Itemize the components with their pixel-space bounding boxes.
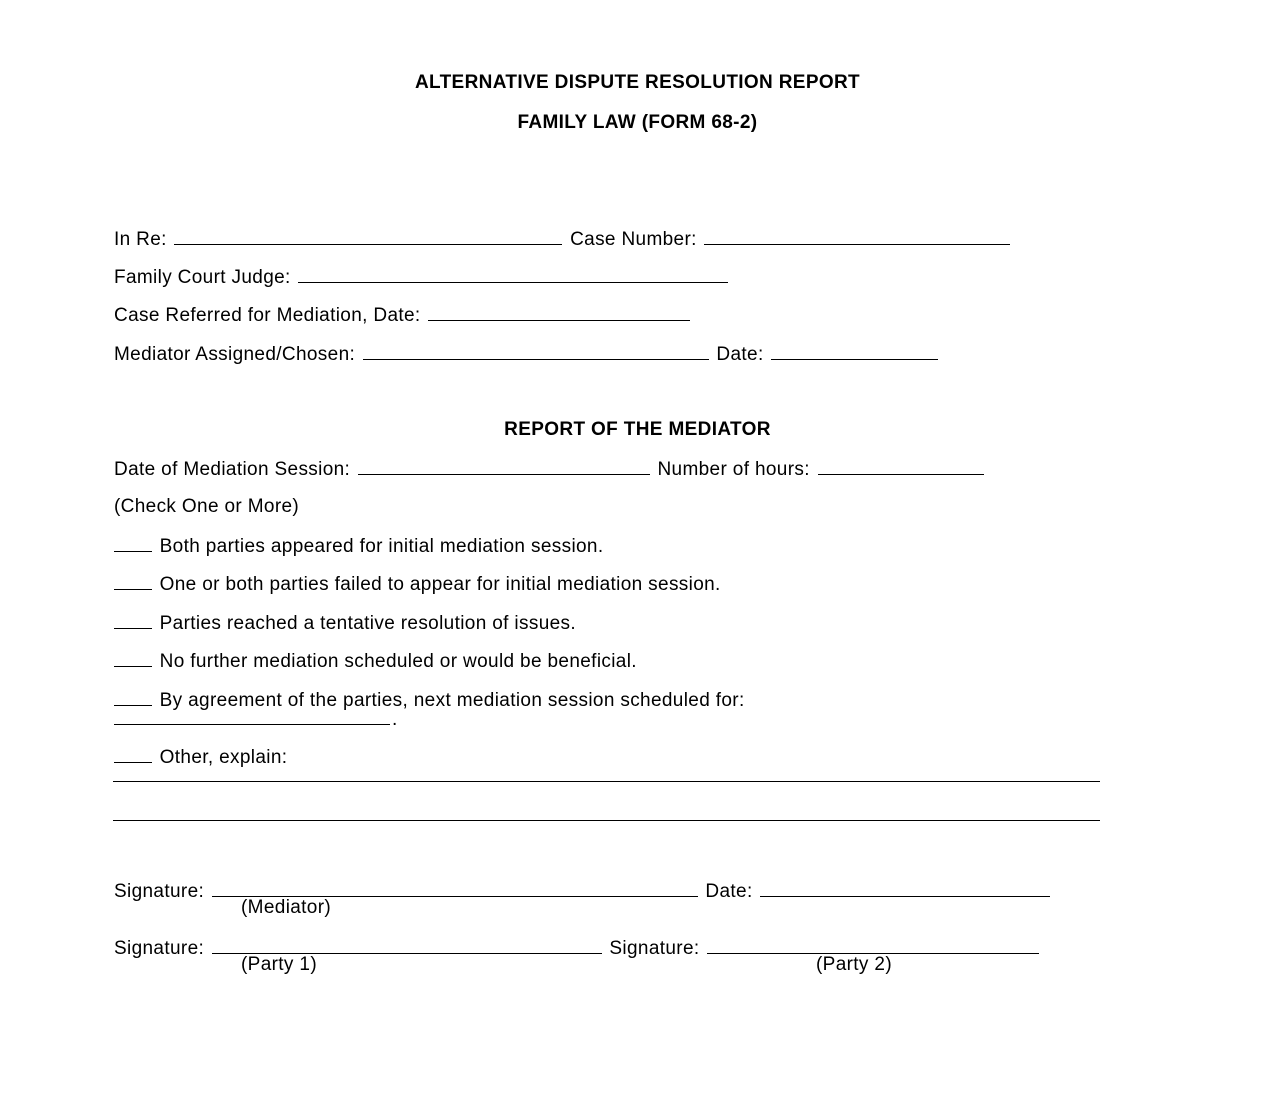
- in-re-field[interactable]: [174, 227, 562, 245]
- mediator-date-label: Date:: [716, 344, 764, 365]
- session-row: [114, 457, 986, 481]
- list-item: [114, 611, 576, 635]
- number-of-hours-field[interactable]: [818, 457, 984, 475]
- check-instruction: (Check One or More): [114, 496, 300, 517]
- list-item: [114, 572, 721, 596]
- judge-row: [114, 265, 730, 289]
- checkbox-blank[interactable]: [114, 745, 152, 763]
- number-of-hours-label: Number of hours:: [657, 459, 810, 480]
- checkbox-blank[interactable]: [114, 534, 152, 552]
- mediator-caption: (Mediator): [241, 897, 332, 918]
- party1-caption: (Party 1): [241, 954, 317, 975]
- family-court-judge-field[interactable]: [298, 265, 728, 283]
- in-re-row: [114, 227, 1012, 251]
- case-number-field[interactable]: [704, 227, 1010, 245]
- date-label: Date:: [705, 881, 753, 902]
- option-label: Other, explain:: [159, 747, 288, 768]
- mediator-assigned-field[interactable]: [363, 342, 709, 360]
- option-label: One or both parties failed to appear for initial mediation session.: [159, 574, 721, 595]
- signature-label: Signature:: [114, 881, 205, 902]
- mediator-signature-date-field[interactable]: [760, 879, 1050, 897]
- next-session-date-field[interactable]: [114, 707, 390, 725]
- option-label: Both parties appeared for initial mediation session.: [159, 536, 604, 557]
- checkbox-blank[interactable]: [114, 688, 152, 706]
- checkbox-blank[interactable]: [114, 572, 152, 590]
- case-referred-date-field[interactable]: [428, 303, 690, 321]
- case-number-label: Case Number:: [570, 229, 697, 250]
- next-session-row: [114, 707, 398, 731]
- mediator-signature-field[interactable]: [212, 879, 698, 897]
- option-label: Parties reached a tentative resolution of issues.: [159, 613, 577, 634]
- signature-label: Signature:: [609, 938, 700, 959]
- explain-line-2[interactable]: [113, 820, 1100, 821]
- family-court-judge-label: Family Court Judge:: [114, 267, 291, 288]
- party2-caption: (Party 2): [816, 954, 892, 975]
- in-re-label: In Re:: [114, 229, 167, 250]
- list-item: [114, 534, 603, 558]
- date-of-session-label: Date of Mediation Session:: [114, 459, 351, 480]
- form-subtitle: FAMILY LAW (FORM 68-2): [517, 112, 758, 133]
- checkbox-blank[interactable]: [114, 611, 152, 629]
- case-referred-label: Case Referred for Mediation, Date:: [114, 305, 421, 326]
- list-item: [114, 745, 287, 769]
- party2-signature-field[interactable]: [707, 936, 1039, 954]
- mediator-date-field[interactable]: [771, 342, 938, 360]
- referred-row: [114, 303, 692, 327]
- signature-label: Signature:: [114, 938, 205, 959]
- report-heading: REPORT OF THE MEDIATOR: [504, 419, 771, 440]
- mediator-assigned-label: Mediator Assigned/Chosen:: [114, 344, 356, 365]
- option-label: By agreement of the parties, next mediation session scheduled for:: [159, 690, 745, 711]
- explain-line-1[interactable]: [113, 781, 1100, 782]
- form-title: ALTERNATIVE DISPUTE RESOLUTION REPORT: [414, 72, 861, 93]
- date-of-session-field[interactable]: [358, 457, 650, 475]
- checkbox-blank[interactable]: [114, 649, 152, 667]
- party1-signature-field[interactable]: [212, 936, 602, 954]
- list-item: [114, 649, 637, 673]
- mediator-row: [114, 342, 940, 366]
- period: .: [392, 709, 398, 730]
- option-label: No further mediation scheduled or would be beneficial.: [159, 651, 637, 672]
